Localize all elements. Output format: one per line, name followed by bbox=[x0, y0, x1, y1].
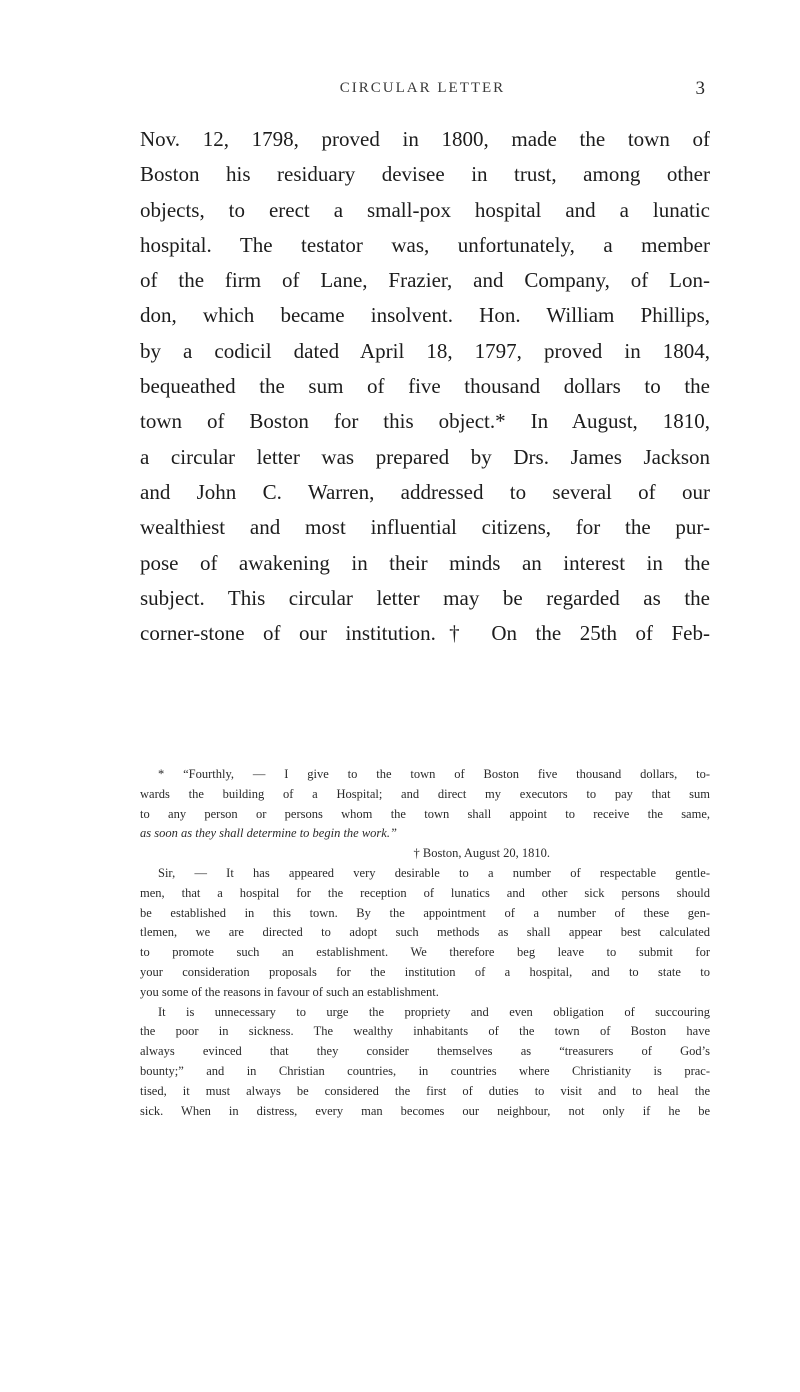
page-number: 3 bbox=[695, 78, 705, 99]
footnote-text: “Fourthly, — I give to the town of Boston five thousand dollars, to- bbox=[183, 767, 711, 781]
footnote-line: your consideration proposals for the institution of a hospital, and to state to bbox=[140, 964, 710, 979]
footnote-line: you some of the reasons in favour of such an establishment. bbox=[140, 984, 439, 999]
footnote-line: It is unnecessary to urge the propriety and even obligation of succouring bbox=[158, 1004, 710, 1019]
footnote-line: always evinced that they consider themselves as “treasurers of God’s bbox=[140, 1044, 710, 1059]
footnote-line: men, that a hospital for the reception of lunatics and other sick persons should bbox=[140, 885, 710, 900]
footnote-line: tlemen, we are directed to adopt such methods as shall appear best calculated bbox=[140, 925, 710, 940]
body-line: subject. This circular letter may be regarded as the bbox=[140, 585, 710, 610]
body-line: corner-stone of our institution.† On the 25th of Feb- bbox=[140, 621, 710, 646]
footnote-line: to any person or persons whom the town shall appoint to receive the same, bbox=[140, 806, 710, 821]
footnote-line: sick. When in distress, every man becomes our neighbour, not only if he be bbox=[140, 1103, 710, 1118]
footnote-line: wards the building of a Hospital; and direct my executors to pay that sum bbox=[140, 786, 710, 801]
body-line: and John C. Warren, addressed to several of our bbox=[140, 479, 710, 504]
body-line: Boston his residuary devisee in trust, among other bbox=[140, 162, 710, 187]
body-line: town of Boston for this object.* In August, 1810, bbox=[140, 409, 710, 434]
footnote-line: tised, it must always be considered the first of duties to visit and to heal the bbox=[140, 1083, 710, 1098]
body-line: wealthiest and most influential citizens, for the pur- bbox=[140, 515, 710, 540]
running-title: CIRCULAR LETTER bbox=[339, 80, 506, 96]
body-line: don, which became insolvent. Hon. William Phillips, bbox=[140, 303, 710, 328]
footnote-dateline: † Boston, August 20, 1810. bbox=[413, 846, 550, 861]
body-line: pose of awakening in their minds an interest in the bbox=[140, 550, 710, 575]
footnote-line: bounty;” and in Christian countries, in countries where Christianity is prac- bbox=[140, 1063, 710, 1078]
running-head bbox=[140, 80, 705, 104]
body-line: hospital. The testator was, unfortunately, a member bbox=[140, 232, 710, 257]
footnote-line: the poor in sickness. The wealthy inhabitants of the town of Boston have bbox=[140, 1024, 710, 1039]
body-line: objects, to erect a small-pox hospital and a lunatic bbox=[140, 197, 710, 222]
footnote-line: to promote such an establishment. We therefore beg leave to submit for bbox=[140, 945, 710, 960]
footnote-phillips-will bbox=[140, 765, 710, 844]
footnote-line-italic: as soon as they shall determine to begin the work.” bbox=[140, 826, 397, 841]
footnote-line bbox=[140, 765, 710, 785]
body-line: a circular letter was prepared by Drs. James Jackson bbox=[140, 444, 710, 469]
body-text bbox=[140, 122, 710, 651]
footnote-marker: * bbox=[158, 767, 165, 781]
body-line: bequeathed the sum of five thousand dollars to the bbox=[140, 374, 710, 399]
footnote-circular-letter bbox=[140, 844, 710, 1121]
footnote-line: be established in this town. By the appointment of a number of these gen- bbox=[140, 905, 710, 920]
body-line: by a codicil dated April 18, 1797, proved in 1804, bbox=[140, 338, 710, 363]
footnote-line: Sir, — It has appeared very desirable to a number of respectable gentle- bbox=[158, 865, 710, 880]
body-line: Nov. 12, 1798, proved in 1800, made the town of bbox=[140, 127, 710, 151]
body-line: of the firm of Lane, Frazier, and Company, of Lon- bbox=[140, 268, 710, 293]
footnotes bbox=[140, 765, 710, 1121]
